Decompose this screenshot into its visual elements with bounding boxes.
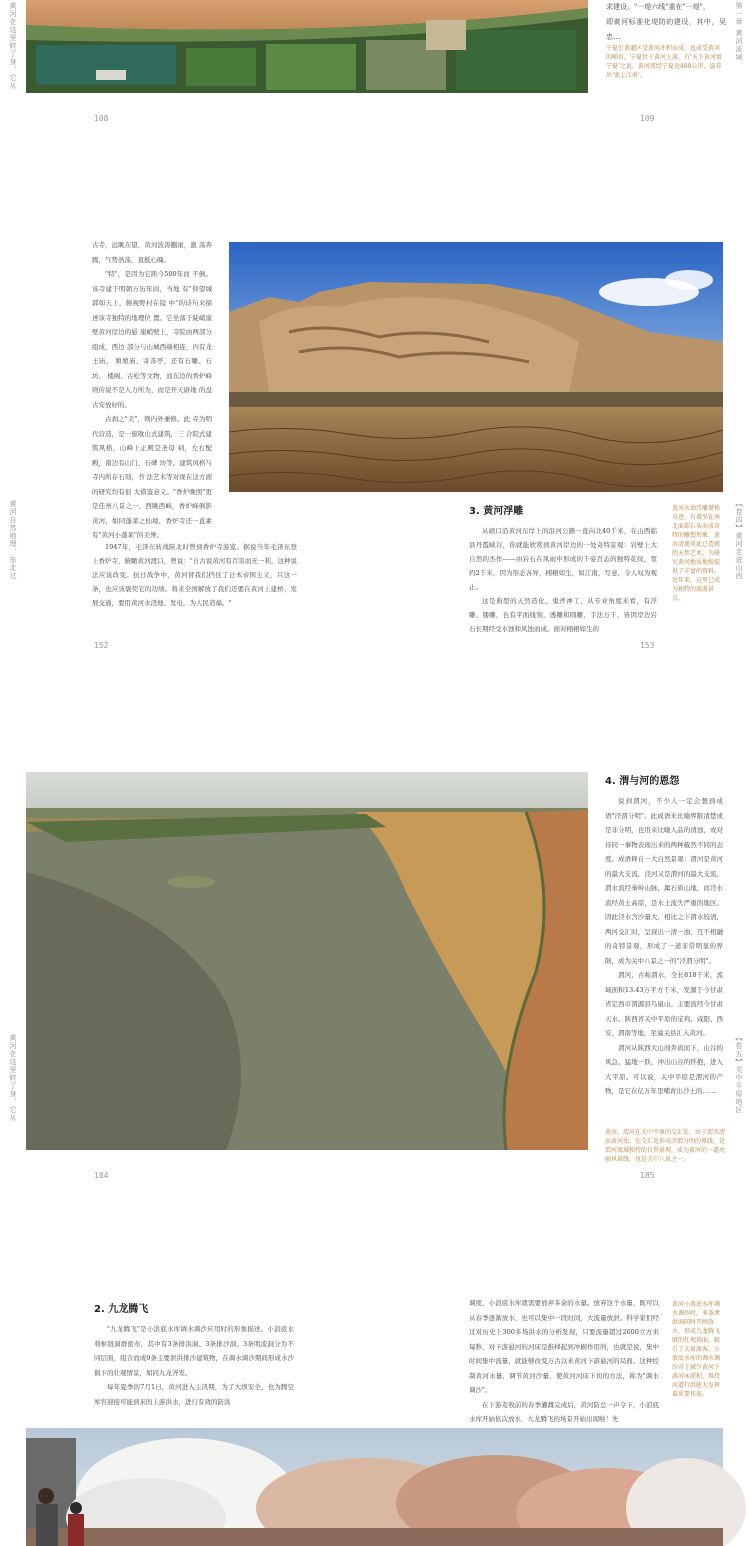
paragraph: "九龙腾飞"是小浪底水库调水调沙应用时的形象描述。小浪底水利枢纽洞群密布，其中有3条排洪洞、3条排沙洞、3条明流洞分为不同层面，组合而成9条主要泄洪排沙建筑物，在调水调沙期间形成水沙俱下的壮观情景，如同九龙齐发。 xyxy=(94,1325,294,1377)
page-number: 109 xyxy=(640,114,655,123)
paragraph: 渭河从陕西大山间奔流而下，山谷的风急，猛地一跃，冲出山谷的怀抱，进入大平原。可以说，关中平原是渭河的产物，是它在亿万年里哺育出沙土的…… xyxy=(605,1043,723,1095)
paragraph: 说到渭河，不少人一定会想到成语"泾渭分明"。此成语来比喻界限清楚或是非分明，也用来比喻人品的清浊，或对待同一事物表现出来的两种截然不同的态度。成语释自一大自然景观：渭河是黄河的最大支流，泾河又是渭河的最大支流。渭水流经秦岭山脉，属石质山地，而泾水流经黄土高原，是水土流失严重的地区。因此泾水含沙量大，相比之下渭水较清，两河交汇时，呈现出一清一浊、互不相融的奇特景观，形成了一道非常明显的界限，成为关中八景之一的"泾渭分明"。 xyxy=(605,797,723,965)
paragraph: 古刹之"美"，则内外兼修。此 寺为明代营造，是一座歇山式建筑，三 合院式建筑风格，山峰上正殿是圣母 祠，左右配殿，南边有山门、石碑 坊等。建筑风格与寺内所存石刻，书 法艺术等对现在这方面的研究均有很 大借鉴意义。"香炉晚照"更是佳州八景之一，西眺西峡，香炉峰倒影黄河，如同蓬莱之仙境，香炉寺还一直素有"黄河小蓬莱"的美誉。 xyxy=(92,415,212,539)
page-number: 185 xyxy=(640,1171,655,1180)
spread-2 xyxy=(0,228,750,658)
paragraph: 古寺，远眺东望，黄河波涛翻滚，激 荡奔腾，气势浩荡，直抵心魄。 xyxy=(92,241,212,264)
paragraph: 1947年，毛泽东转战陕北时曾到香炉寺游览。据说当年毛泽东登上香炉寺，俯瞰黄河渡口，曾说："自古说黄河有百害而无一利，这种说法应该改变。抗日战争中，黄河替我们挡住了日本帝国主义，只这一条，也应该褒奖它的功绩。将来全国解放了我们还要在黄河上建桥，发展交通，要用黄河水浇地、发电，为人民造福。" xyxy=(92,543,297,607)
spread3-river-confluence-photo xyxy=(26,772,588,1150)
paragraph: 在下游麦收前的春季灌溉完成后，黄河防总一声令下，小浪底水库开始依次放水，九龙腾飞的场景开始出现啦！先 xyxy=(469,1400,659,1423)
page-number: 152 xyxy=(94,641,109,650)
paragraph: 渭河，古称渭水，全长818千米，流域面积13.43万平方千米，发源于今甘肃省定西市渭源县鸟鼠山。主要流经今甘肃天水、陕西省关中平原的宝鸡、咸阳、西安、渭南等地，至潼关县汇入黄河。 xyxy=(605,971,723,1037)
paragraph: 调度，小浪底水库就需要放弃多余的水量。放弃这个水量，既可以从春季逐渐放水，也可以集中一段时间，大流量放泄。科学家们经过对历史上300多场洪水的分析发现，只要流量超过2600立方米每秒，对下游悬河的河床是推移起到冲刷作用的，也就是说，集中时间集中流量，就能够改变万古以来黄河下游悬河的局面。这种控制黄河水量，调节黄河沙量，使黄河河床下切的方法，称为"调水调沙"。 xyxy=(469,1299,659,1394)
paragraph: 从碛口沿黄河东岸上的沿河公路一直向北40千米，在山西临县丹霞峡谷，你就能欣赏到黄河岸边的一处奇特景观：岩壁上大自然的杰作——由岩石在风雨中形成的千姿百态的独特花纹，宽约2千米，因为形态各异，栩栩如生，如江南，写意，令人叹为观止。 xyxy=(469,527,657,591)
spread4-caption: 黄河小浪底水库调水调沙时，多条泄洪洞同时开闸放水，形成九龙腾飞般的壮观场面，吸引了大量游客。小浪底水库的调水调沙对于减少黄河下游河床淤积、维持河道行洪能力发挥着重要作用。 xyxy=(672,1301,721,1398)
page-number: 108 xyxy=(94,114,109,123)
spread1-text xyxy=(606,0,726,45)
spread2-right-text xyxy=(469,524,657,633)
spread1-text-line: 求建设。"一堤六线"重在"一堤"， xyxy=(606,3,710,11)
spread2-rock-relief-photo xyxy=(229,242,723,492)
spread4-left-text xyxy=(94,1322,294,1422)
paragraph: 这是典型的天然造化、鬼斧神工，从专业角度来看，有浮雕、镂雕，也有平面线刻，透雕和圆雕，手法万千，皆因岸边岩石长期经受水蚀和风蚀而成。面对栩栩如生的 xyxy=(469,597,657,633)
spread2-heading: 3. 黄河浮雕 xyxy=(469,506,524,517)
page-number: 184 xyxy=(94,1171,109,1180)
page-number: 153 xyxy=(640,641,655,650)
spread4-dam-discharge-photo xyxy=(26,1428,723,1546)
spread2-side-left: 黄河自然地理、东北过 xyxy=(9,500,17,580)
spread2-side-right: 【卷四】黄河走进山西 xyxy=(735,500,743,580)
spread-4 xyxy=(0,1296,750,1546)
spread3-side-right: 【卷五】关中平原地区 xyxy=(735,1034,743,1114)
spread1-farmland-photo xyxy=(26,0,588,93)
paragraph: "特"，是因为它距今500年而 不倒。该寺建于明朝万历年间，当地 有"仰望城郭如天上，俯视野村在镜 中"的诗句来描述该寺独特的地理位 置。它坐落于陡峭崖壁黄河岸边的悬 崖峭壁上，寺院由两部分组成，西边 部分与山城西端相连，内有龙王庙、 娘娘庙、寄善亭，还有石雕、石坊、 楼阁、古松等文物，而东边的香炉峰 则传说不是人力所为，而是开天辟地 的盘古安放好的。 xyxy=(92,270,212,409)
spread3-text xyxy=(605,794,723,1124)
spread2-left-bottom-text xyxy=(92,540,297,622)
spread3-side-left: 黄河在这里转了身，它从 xyxy=(9,1034,17,1122)
spread3-caption: 黄河、渭河在关中平原的交汇处，由于渭水清而黄河浊，在交汇处形成泾渭分明的界线，是渭河流域独特的自然景观，成为黄河的一道亮丽风景线，也是关中八景之一。 xyxy=(605,1129,726,1163)
spread-3 xyxy=(0,764,750,1194)
spread2-caption: 黄河水蚀浮雕堪称奇迹，有着坐在南北面部石头而成奇特的雕塑形象，黄河清流对此已造就的天然艺术，为研究黄河地质地貌提供了丰富的资料。近年来，这里已成为独特的旅游景点。 xyxy=(672,505,721,602)
paragraph: 每年夏季的7月1日，黄河进入主汛期，为了大坝安全，也为腾空库容迎接可能到来的上游洪水，进行有效的防洪 xyxy=(94,1383,294,1406)
spread1-side-left: 黄河在这里转了身，它从 xyxy=(9,2,17,90)
spread1-caption: 宁夏引黄灌区受黄河冲积而成，也成受黄河的哺育。宁夏位于黄河上游，有‘天下黄河富宁夏’之说，黄河流经宁夏近400公里，滋养出‘塞上江南’。 xyxy=(606,45,722,79)
spread4-heading: 2. 九龙腾飞 xyxy=(94,1304,149,1315)
spread1-side-right: 第一章 黄河流域 xyxy=(735,2,743,62)
spread4-right-text xyxy=(469,1296,659,1422)
spread3-heading: 4. 渭与河的恩怨 xyxy=(605,776,680,787)
spread-1 xyxy=(0,0,750,140)
spread1-text-line: 即黄河标准化堤防的建设，其中，吴忠… xyxy=(606,18,726,41)
